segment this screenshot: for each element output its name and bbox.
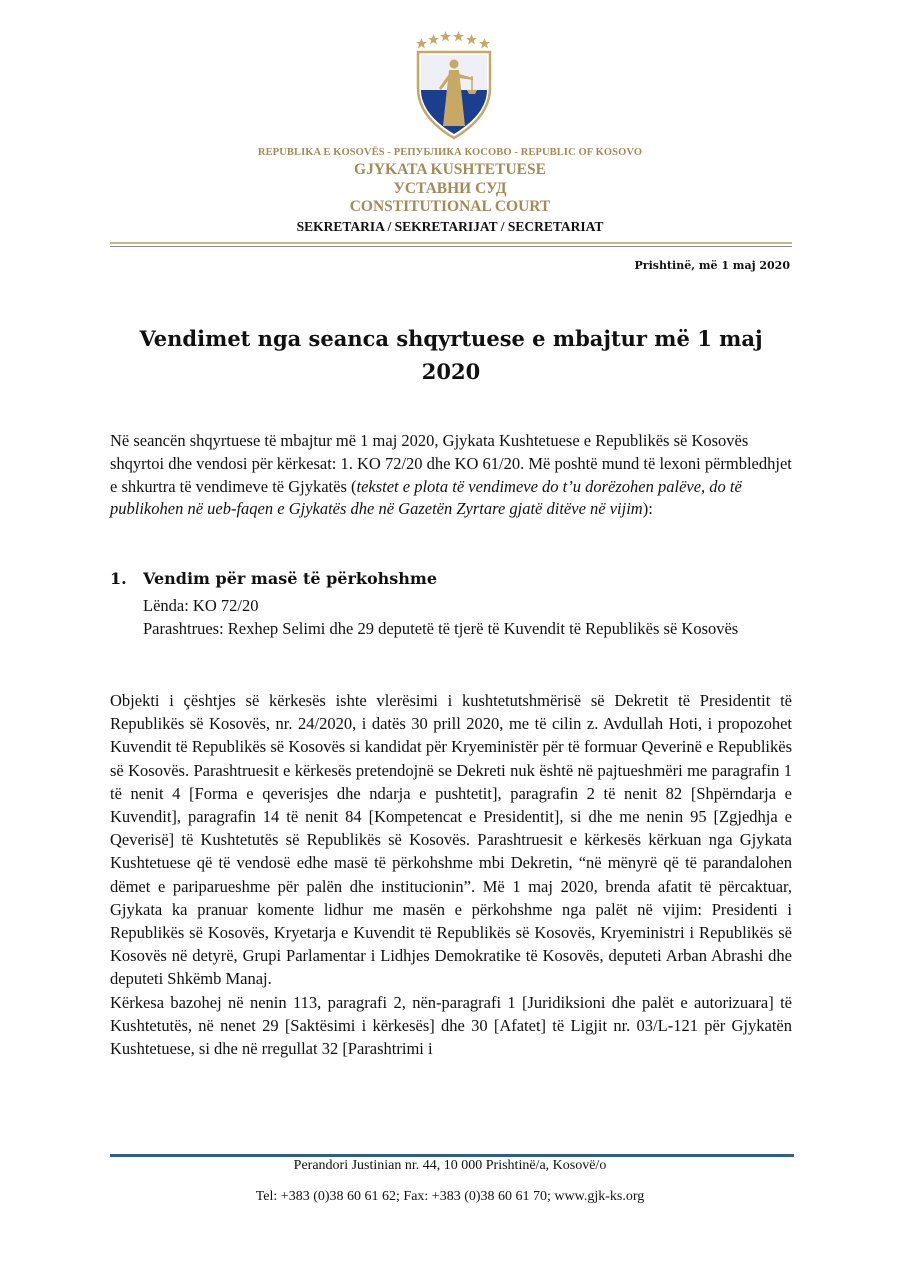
footer-address: Perandori Justinian nr. 44, 10 000 Prishtinë/a, Kosovë/o <box>293 1158 607 1173</box>
header-divider-thin <box>110 246 792 247</box>
header-secretariat: SEKRETARIA / SEKRETARIJAT / SECRETARIAT <box>296 219 604 234</box>
header-divider <box>110 242 792 244</box>
item-details <box>143 594 792 640</box>
intro-text: Në seancën shqyrtuese të mbajtur më 1 maj 2020, Gjykata Kushtetuese e Republikës së Kosovës shqyrtoi dhe vendosi për kërkesat: 1. KO 72/20 dhe KO 61/20. Më poshtë mund të lexoni përmbledhjet e shkurtra të vendimeve të Gjykatës ( <box>110 431 792 496</box>
header-court-albanian: GJYKATA KUSHTETUESE <box>354 161 546 178</box>
intro-paragraph <box>110 430 792 521</box>
header-republic: REPUBLIKA E KOSOVËS - РЕПУБЛИКА КОСОВО - REPUBLIC OF KOSOVO <box>257 147 643 158</box>
item-title: Vendim për masë të përkohshme <box>143 569 438 588</box>
body-paragraph-2: Kërkesa bazohej në nenin 113, paragrafi 2, nën-paragrafi 1 [Juridiksioni dhe palët e autorizuara] të Kushtetutës, në nenet 29 [Saktësimi i kërkesës] dhe 30 [Afatet] të Ligjit nr. 03/L-121 për Gjykatën Kushtetuese, si dhe në rregullat 32 [Parashtrimi i <box>110 992 792 1059</box>
intro-italic: tekstet e plota të vendimeve do t’u dorëzohen palëve, do të publikohen në ueb-faqen e Gjykatës dhe në Gazetën Zyrtare gjatë ditëve në vijim <box>110 476 742 519</box>
header-court-serbian: УСТАВНИ СУД <box>393 180 507 197</box>
page-title: Vendimet nga seanca shqyrtuese e mbajtur më 1 maj 2020 <box>139 326 763 384</box>
footer-contact: Tel: +383 (0)38 60 61 62; Fax: +383 (0)38 60 61 70; www.gjk-ks.org <box>255 1189 645 1204</box>
footer-divider <box>110 1154 794 1157</box>
court-emblem-icon <box>413 28 495 140</box>
item-case: Lënda: KO 72/20 <box>143 596 259 615</box>
intro-tail: ): <box>642 499 653 519</box>
body-text <box>110 689 792 1060</box>
header-court-english: CONSTITUTIONAL COURT <box>349 198 551 215</box>
document-date: Prishtinë, më 1 maj 2020 <box>634 259 790 272</box>
item-number: 1. <box>110 569 127 588</box>
item-applicant: Parashtrues: Rexhep Selimi dhe 29 deputetë të tjerë të Kuvendit të Republikës së Kosovës <box>143 619 739 638</box>
body-paragraph-1: Objekti i çështjes së kërkesës ishte vlerësimi i kushtetutshmërisë së Dekretit të Presidentit të Republikës së Kosovës, nr. 24/2020, i datës 30 prill 2020, me të cilin z. Avdullah Hoti, i propozohet Kuvendit të Republikës së Kosovës si kandidat për Kryeministër për të formuar Qeverinë e Republikës së Kosovës. Parashtruesit e kërkesës pretendojnë se Dekreti nuk është në pajtueshmëri me paragrafin 1 të nenit 4 [Forma e qeverisjes dhe ndarja e pushtetit], paragrafin 2 të nenit 82 [Shpërndarja e Kuvendit], paragrafin 14 të nenit 84 [Kompetencat e Presidentit], si dhe me nenin 95 [Zgjedhja e Qeverisë] të Kushtetutës së Republikës së Kosovës. Parashtruesit e kërkesës kërkuan nga Gjykata Kushtetuese që të vendosë edhe masë të përkohshme mbi Dekretin, “në mënyrë që të parandalohen dëmet e pariparueshme për palën dhe institucionin”. Më 1 maj 2020, brenda afatit të përcaktuar, Gjykata ka pranuar komente lidhur me masën e përkohshme nga palët në vijim: Presidenti i Republikës së Kosovës, Kryetarja e Kuvendit të Republikës së Kosovës, Kryeministri i Republikës së Kosovës në detyrë, Grupi Parlamentar i Lidhjes Demokratike të Kosovës, deputeti Arban Abrashi dhe deputeti Shkëmb Manaj. <box>110 691 792 989</box>
